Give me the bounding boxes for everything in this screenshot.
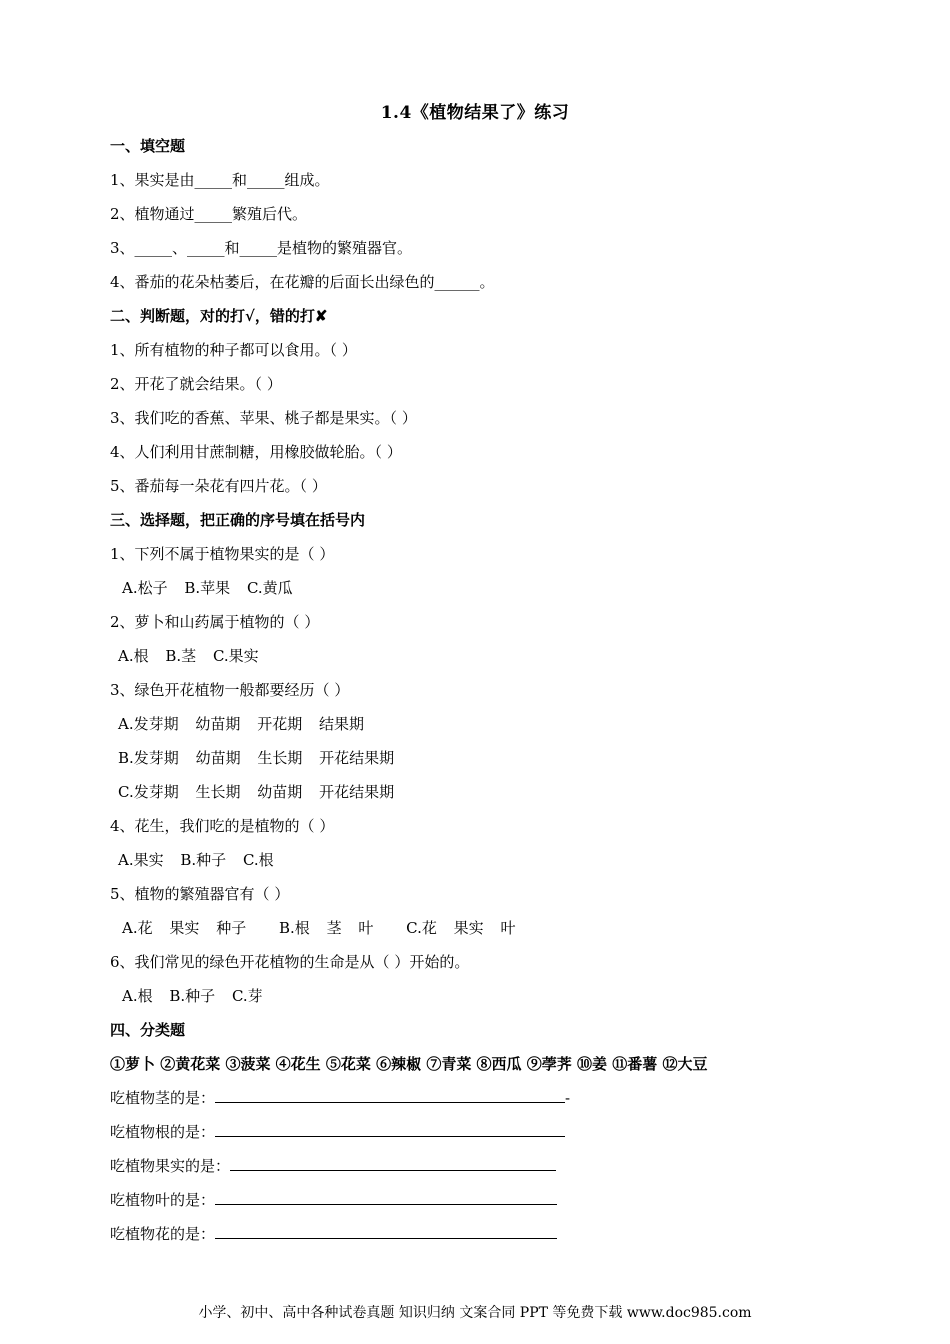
true-false-question-3: 3、我们吃的香蕉、苹果、桃子都是果实。（ ）: [110, 409, 417, 427]
classify-root-label: 吃植物根的是：: [110, 1123, 216, 1141]
answer-blank[interactable]: [230, 1156, 556, 1171]
stage-text: 开花结果期: [319, 749, 395, 767]
stage-text: 生长期: [195, 783, 241, 801]
option-c: C.黄瓜: [246, 579, 293, 597]
option-b-word: 茎: [326, 919, 342, 937]
true-false-question-5: 5、番茄每一朵花有四片花。（ ）: [110, 477, 327, 495]
choice-question-6-options: [122, 986, 263, 1006]
section-true-false-heading: 二、判断题，对的打√，错的打✘: [110, 307, 328, 325]
choice-question-1: 1、下列不属于植物果实的是（ ）: [110, 545, 335, 563]
option-a: A.松子: [122, 579, 168, 597]
choice-question-5-options: [122, 918, 515, 938]
fill-blank-question-4: 4、番茄的花朵枯萎后，在花瓣的后面长出绿色的______。: [110, 273, 495, 291]
section-choice-heading: 三、选择题，把正确的序号填在括号内: [110, 511, 366, 529]
option-a-word: A.花: [122, 919, 153, 937]
true-false-question-2: 2、开花了就会结果。（ ）: [110, 375, 282, 393]
stage-text: 生长期: [257, 749, 303, 767]
answer-blank[interactable]: [215, 1224, 557, 1239]
option-b: B.种子: [180, 851, 227, 869]
option-c-word: 叶: [500, 919, 516, 937]
section-classify-heading: 四、分类题: [110, 1021, 186, 1039]
fill-blank-question-1: 1、果实是由_____和_____组成。: [110, 171, 330, 189]
option-a: A.果实: [118, 851, 164, 869]
classify-flower-row: [110, 1224, 557, 1244]
classify-fruit-row: [110, 1156, 556, 1176]
stage-text: 开花结果期: [319, 783, 395, 801]
classify-flower-label: 吃植物花的是：: [110, 1225, 216, 1243]
option-c: C.果实: [212, 647, 259, 665]
choice-question-3-option-c: [118, 782, 394, 802]
answer-blank[interactable]: [215, 1190, 557, 1205]
true-false-question-1: 1、所有植物的种子都可以食用。（ ）: [110, 341, 357, 359]
choice-question-2-options: [118, 646, 259, 666]
option-b: B.种子: [169, 987, 216, 1005]
classify-stem-row: [110, 1088, 570, 1108]
option-b: B.苹果: [184, 579, 231, 597]
option-b: B.茎: [165, 647, 197, 665]
page-footer: 小学、初中、高中各种试卷真题 知识归纳 文案合同 PPT 等免费下载 www.doc985.com: [198, 1305, 752, 1321]
classify-root-row: [110, 1122, 565, 1142]
choice-question-3-option-a: [118, 714, 364, 734]
choice-question-4: 4、花生，我们吃的是植物的（ ）: [110, 817, 335, 835]
choice-question-5: 5、植物的繁殖器官有（ ）: [110, 885, 290, 903]
choice-question-2: 2、萝卜和山药属于植物的（ ）: [110, 613, 320, 631]
option-c: C.根: [242, 851, 274, 869]
answer-blank[interactable]: [215, 1122, 565, 1137]
answer-blank[interactable]: [215, 1088, 565, 1103]
trailing-dash: -: [565, 1089, 571, 1107]
option-c-word: 果实: [453, 919, 484, 937]
stage-text: 结果期: [318, 715, 364, 733]
option-a: A.根: [122, 987, 153, 1005]
fill-blank-question-2: 2、植物通过_____繁殖后代。: [110, 205, 308, 223]
stage-text: 幼苗期: [257, 783, 303, 801]
choice-question-6: 6、我们常见的绿色开花植物的生命是从（ ）开始的。: [110, 953, 470, 971]
choice-question-3: 3、绿色开花植物一般都要经历（ ）: [110, 681, 350, 699]
true-false-question-4: 4、人们利用甘蔗制糖，用橡胶做轮胎。（ ）: [110, 443, 402, 461]
option-c-word: C.花: [406, 919, 437, 937]
option-c: C.芽: [231, 987, 263, 1005]
option-a-word: 种子: [216, 919, 247, 937]
choice-question-3-option-b: [118, 748, 394, 768]
section-fill-blank-heading: 一、填空题: [110, 137, 186, 155]
option-a-word: 果实: [169, 919, 200, 937]
stage-text: 幼苗期: [195, 749, 241, 767]
fill-blank-question-3: 3、_____、_____和_____是植物的繁殖器官。: [110, 239, 413, 257]
option-a: A.根: [118, 647, 149, 665]
option-b-word: 叶: [358, 919, 374, 937]
classify-leaf-label: 吃植物叶的是：: [110, 1191, 216, 1209]
classify-fruit-label: 吃植物果实的是：: [110, 1157, 231, 1175]
stage-text: 开花期: [257, 715, 303, 733]
stage-text: 幼苗期: [195, 715, 241, 733]
stage-text: C.发芽期: [118, 783, 179, 801]
choice-question-1-options: [122, 578, 293, 598]
classify-stem-label: 吃植物茎的是：: [110, 1089, 216, 1107]
classify-item-list: ①萝卜 ②黄花菜 ③菠菜 ④花生 ⑤花菜 ⑥辣椒 ⑦青菜 ⑧西瓜 ⑨荸荠 ⑩姜 ⑪番薯 ⑫大豆: [110, 1055, 708, 1073]
classify-leaf-row: [110, 1190, 557, 1210]
stage-text: A.发芽期: [118, 715, 179, 733]
choice-question-4-options: [118, 850, 274, 870]
option-b-word: B.根: [278, 919, 310, 937]
page-title: 1.4《植物结果了》练习: [380, 103, 570, 123]
stage-text: B.发芽期: [118, 749, 179, 767]
